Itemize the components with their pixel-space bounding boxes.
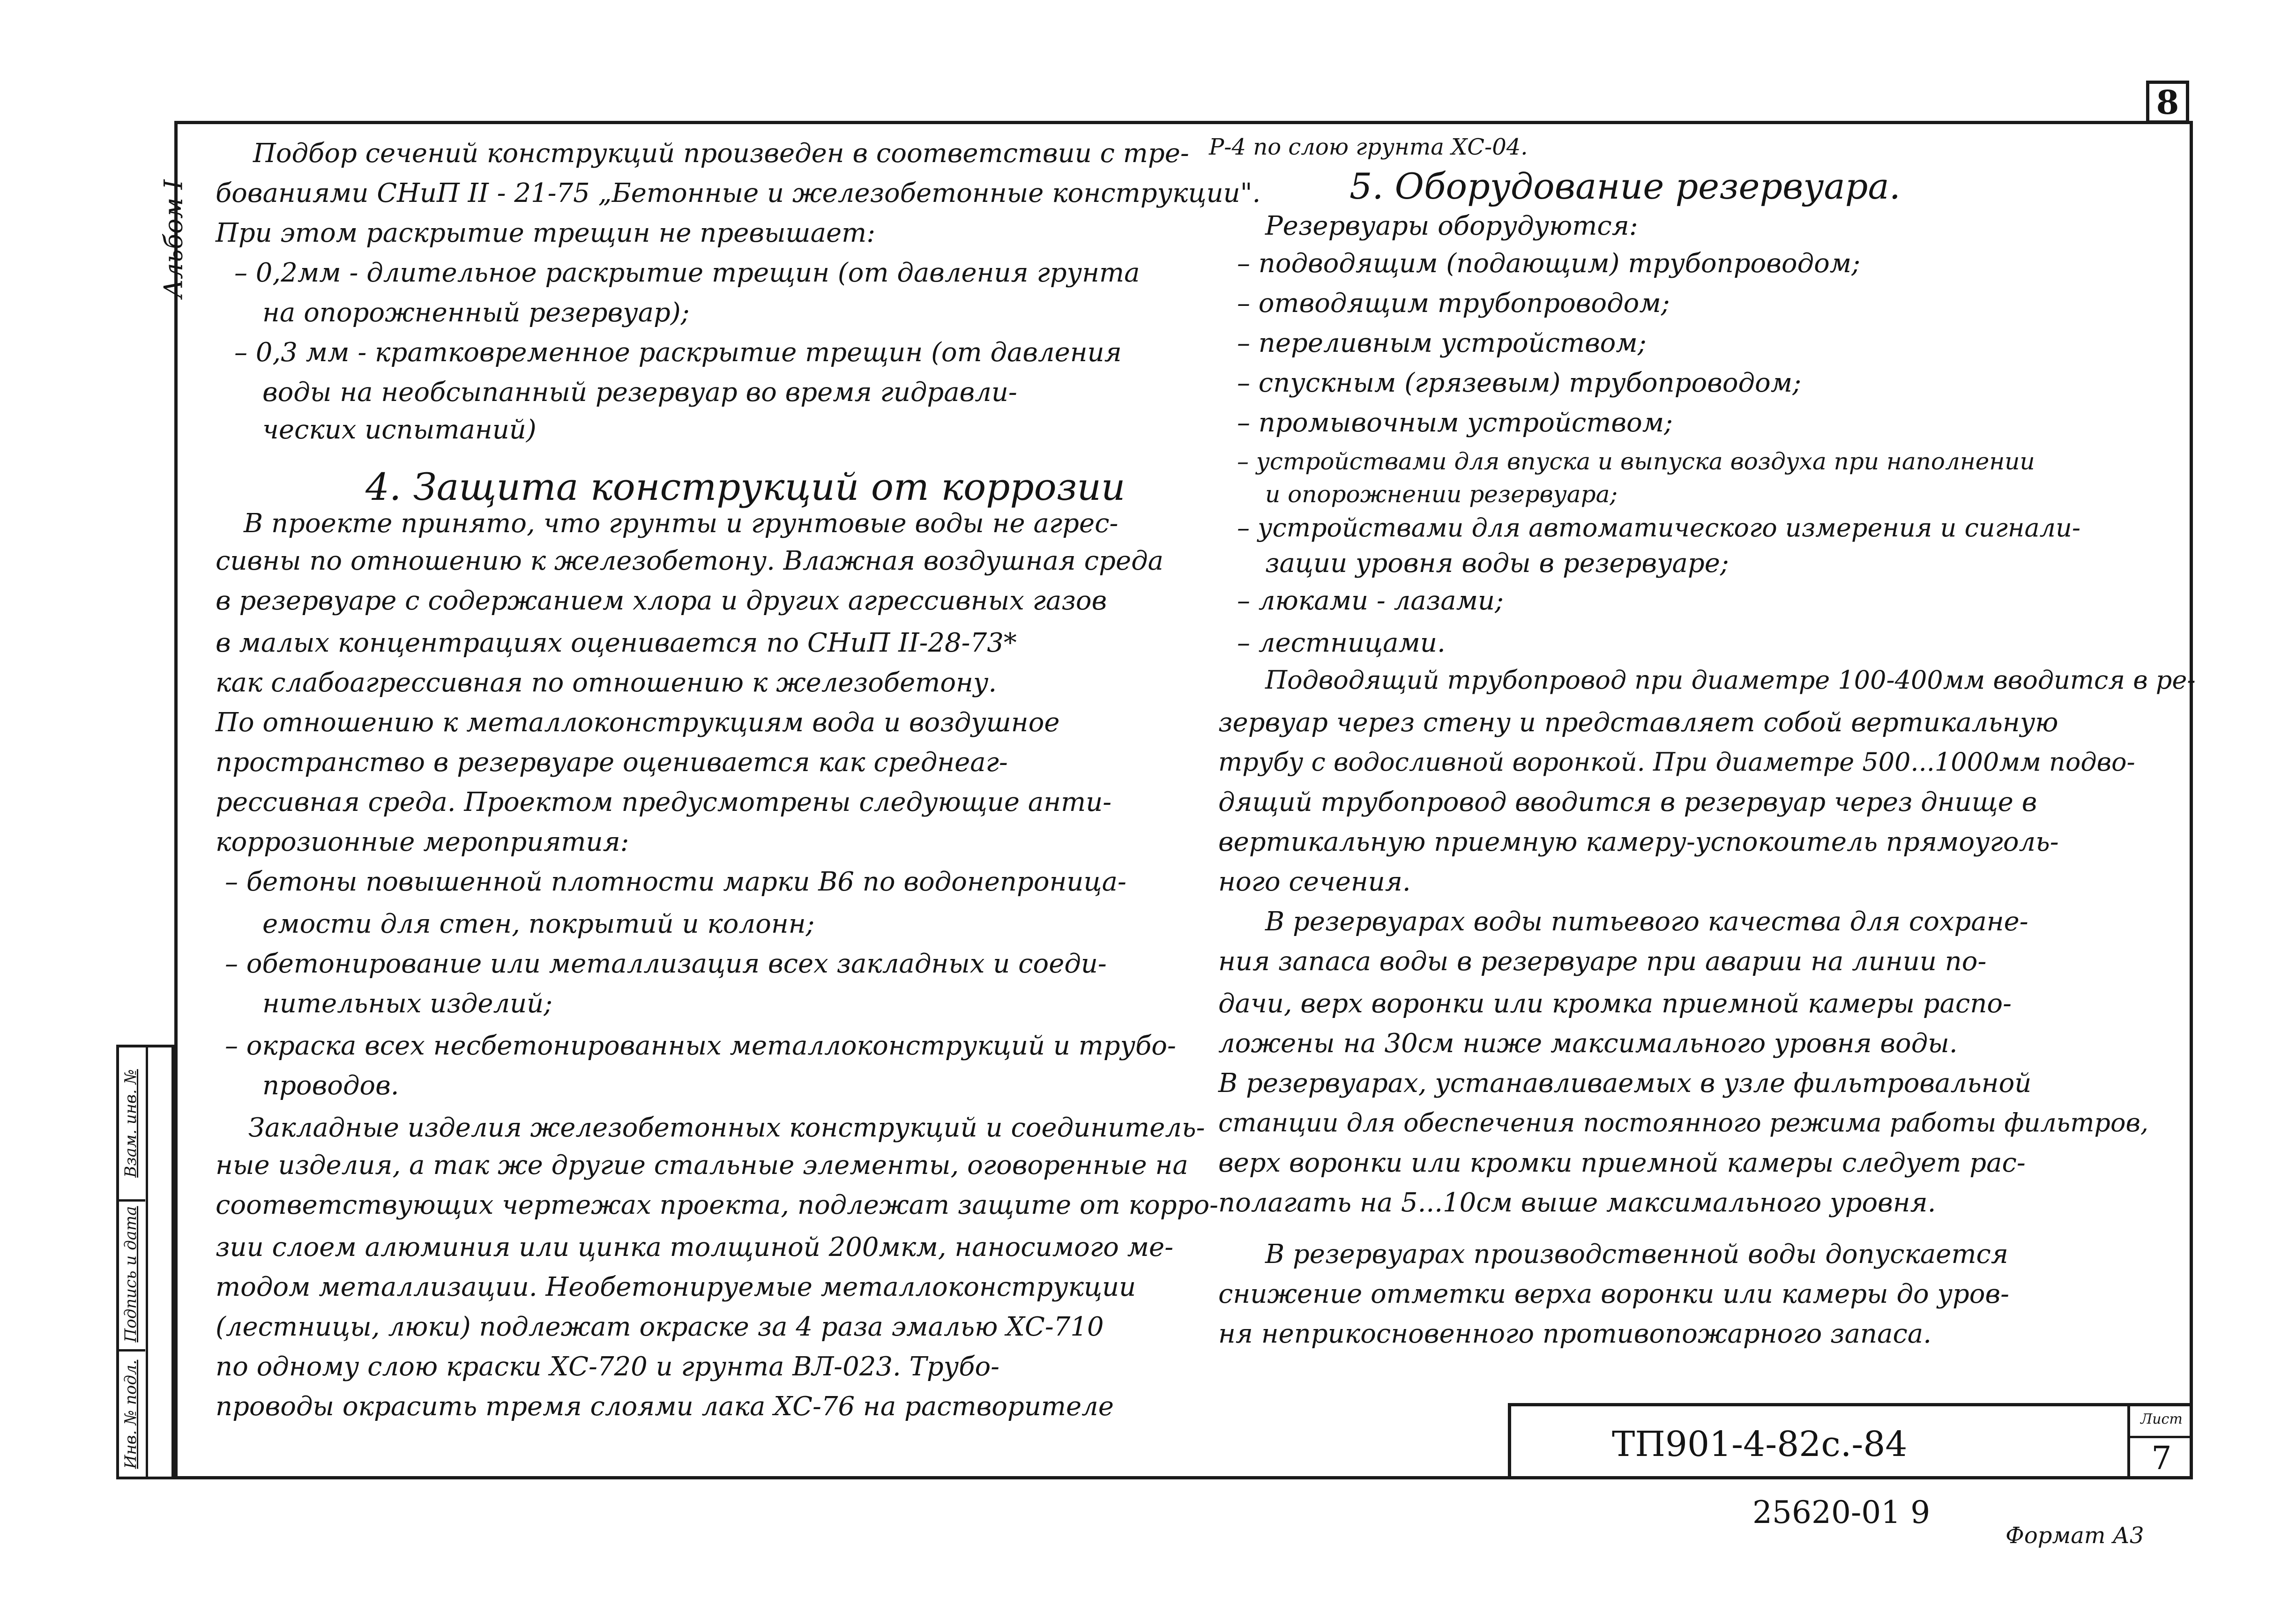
section-5-line: ния запаса воды в резервуаре при аварии на линии по- [1218,946,1987,977]
section-4-line: в малых концентрациях оценивается по СНиП II-28-73* [216,628,1017,658]
section-5-title: 5. Оборудование резервуара. [1349,165,1901,207]
section-5-line: трубу с водосливной воронкой. При диаметре 500...1000мм подво- [1218,747,2135,777]
section-4-line: пространство в резервуаре оценивается как среднеаг- [216,747,1008,778]
section-5-line: зервуар через стену и представляет собой вертикальную [1218,707,2058,738]
section-5-line: ного сечения. [1218,867,1411,897]
section-4-line: сивны по отношению к железобетону. Влажная воздушная среда [216,546,1164,576]
section-5-line: В резервуарах производственной воды допускается [1265,1239,2008,1270]
section-5-line: ложены на 30см ниже максимального уровня воды. [1218,1028,1958,1059]
section-5-line: станции для обеспечения постоянного режима работы фильтров, [1218,1108,2149,1137]
intro-line: бованиями СНиП II - 21-75 „Бетонные и железобетонные конструкции". [216,178,1261,208]
intro-line: – 0,3 мм - кратковременное раскрытие трещин (от давления [234,337,1122,368]
section-4-line: – обетонирование или металлизация всех закладных и соеди- [225,949,1107,979]
section-5-line: зации уровня воды в резервуаре; [1265,548,1729,579]
section-5-line: дачи, верх воронки или кромка приемной камеры распо- [1218,988,2012,1019]
section-4-line: (лестницы, люки) подлежат окраске за 4 раза эмалью ХС-710 [216,1312,1104,1342]
section-4-line: проводы окрасить тремя слоями лака ХС-76 на растворителе [216,1391,1114,1422]
section-4-line: в резервуаре с содержанием хлора и других агрессивных газов [216,586,1107,616]
section-5-line: – устройствами для впуска и выпуска воздуха при наполнении [1237,448,2035,475]
format-label: Формат А3 [2005,1522,2144,1549]
section-4-line: коррозионные мероприятия: [216,827,629,857]
approval-cell-signature-text: Подпись и дата [121,1206,140,1343]
approval-cell-replacement-text: Взам. инв. № [121,1069,140,1178]
approval-cell-signature [116,1199,145,1349]
section-5-line: Резервуары оборудуются: [1265,211,1638,241]
approval-divider [116,1199,145,1202]
section-4-title: 4. Защита конструкций от коррозии [365,465,1126,509]
page-number: 8 [2146,81,2189,124]
inventory-number: 25620-01 9 [1752,1494,1931,1530]
section-4-line: – бетоны повышенной плотности марки В6 по водонепроница- [225,867,1126,897]
sheet-number: 7 [2127,1438,2193,1479]
section-4-line: емости для стен, покрытий и колонн; [262,909,815,939]
section-4-line: ные изделия, а так же другие стальные элементы, оговоренные на [216,1150,1188,1181]
section-5-line: и опорожнении резервуара; [1265,481,1618,508]
section-4-line: нительных изделий; [262,988,553,1019]
section-5-line: – отводящим трубопроводом; [1237,288,1670,319]
section-5-line: верх воронки или кромки приемной камеры следует рас- [1218,1148,2026,1178]
album-label [155,169,192,309]
album-label-text: Альбом I [158,179,188,298]
section-5-line: снижение отметки верха воронки или камеры до уров- [1218,1279,2010,1309]
intro-line: воды на необсыпанный резервуар во время гидравли- [262,377,1017,408]
approval-cell-replacement [116,1047,145,1199]
intro-line: на опорожненный резервуар); [262,297,690,328]
section-5-line: ня неприкосновенного противопожарного запаса. [1218,1319,1932,1349]
intro-line: При этом раскрытие трещин не превышает: [216,218,876,248]
section-5-line: – подводящим (подающим) трубопроводом; [1237,248,1861,279]
section-4-line: проводов. [262,1070,399,1101]
section-4-line: В проекте принято, что грунты и грунтовые воды не агрес- [244,508,1118,539]
section-4-line: зии слоем алюминия или цинка толщиной 200мкм, наносимого ме- [216,1232,1174,1262]
section-5-line: В резервуарах, устанавливаемых в узле фильтровальной [1218,1068,2032,1099]
section-4-line: – окраска всех несбетонированных металлоконструкций и трубо- [225,1031,1176,1061]
section-4-line: тодом металлизации. Необетонируемые металлоконструкции [216,1272,1136,1302]
section-5-line: – устройствами для автоматического измерения и сигнали- [1237,513,2081,542]
approval-cell-inventory-text: Инв. № подл. [121,1359,140,1469]
section-4-line: как слабоагрессивная по отношению к железобетону. [216,668,997,698]
section-5-line: – переливным устройством; [1237,328,1647,358]
sheet-label: Лист [2127,1405,2193,1438]
section-4-line: Закладные изделия железобетонных конструкций и соединитель- [248,1113,1205,1143]
section-4-line: По отношению к металлоконструкциям вода и воздушное [216,707,1060,738]
section-5-line: Подводящий трубопровод при диаметре 100-400мм вводится в ре- [1265,665,2196,695]
intro-line: – 0,2мм - длительное раскрытие трещин (от давления грунта [234,258,1140,288]
approval-divider [116,1349,145,1352]
section-5-line: В резервуарах воды питьевого качества для сохране- [1265,906,2028,937]
section-5-line: – лестницами. [1237,628,1446,658]
intro-line: ческих испытаний) [262,415,537,445]
section-5-line: дящий трубопровод вводится в резервуар через днище в [1218,787,2037,817]
section-4-line: рессивная среда. Проектом предусмотрены следующие анти- [216,787,1112,817]
section-5-line: вертикальную приемную камеру-успокоитель прямоуголь- [1218,827,2059,857]
section-5-line: – спускным (грязевым) трубопроводом; [1237,368,1802,398]
approval-cell-inventory [116,1349,145,1479]
section-5-line: полагать на 5...10см выше максимального уровня. [1218,1188,1936,1218]
section-5-line: – промывочным устройством; [1237,408,1673,438]
document-code: ТП901-4-82с.-84 [1612,1424,1908,1464]
intro-line: Подбор сечений конструкций произведен в соответствии с тре- [253,138,1189,169]
continuation-line: Р-4 по слою грунта ХС-04. [1209,134,1528,160]
section-5-line: – люками - лазами; [1237,586,1504,616]
section-4-line: соответствующих чертежах проекта, подлежат защите от корро- [216,1190,1219,1220]
section-4-line: по одному слою краски ХС-720 и грунта ВЛ-023. Трубо- [216,1352,1000,1382]
